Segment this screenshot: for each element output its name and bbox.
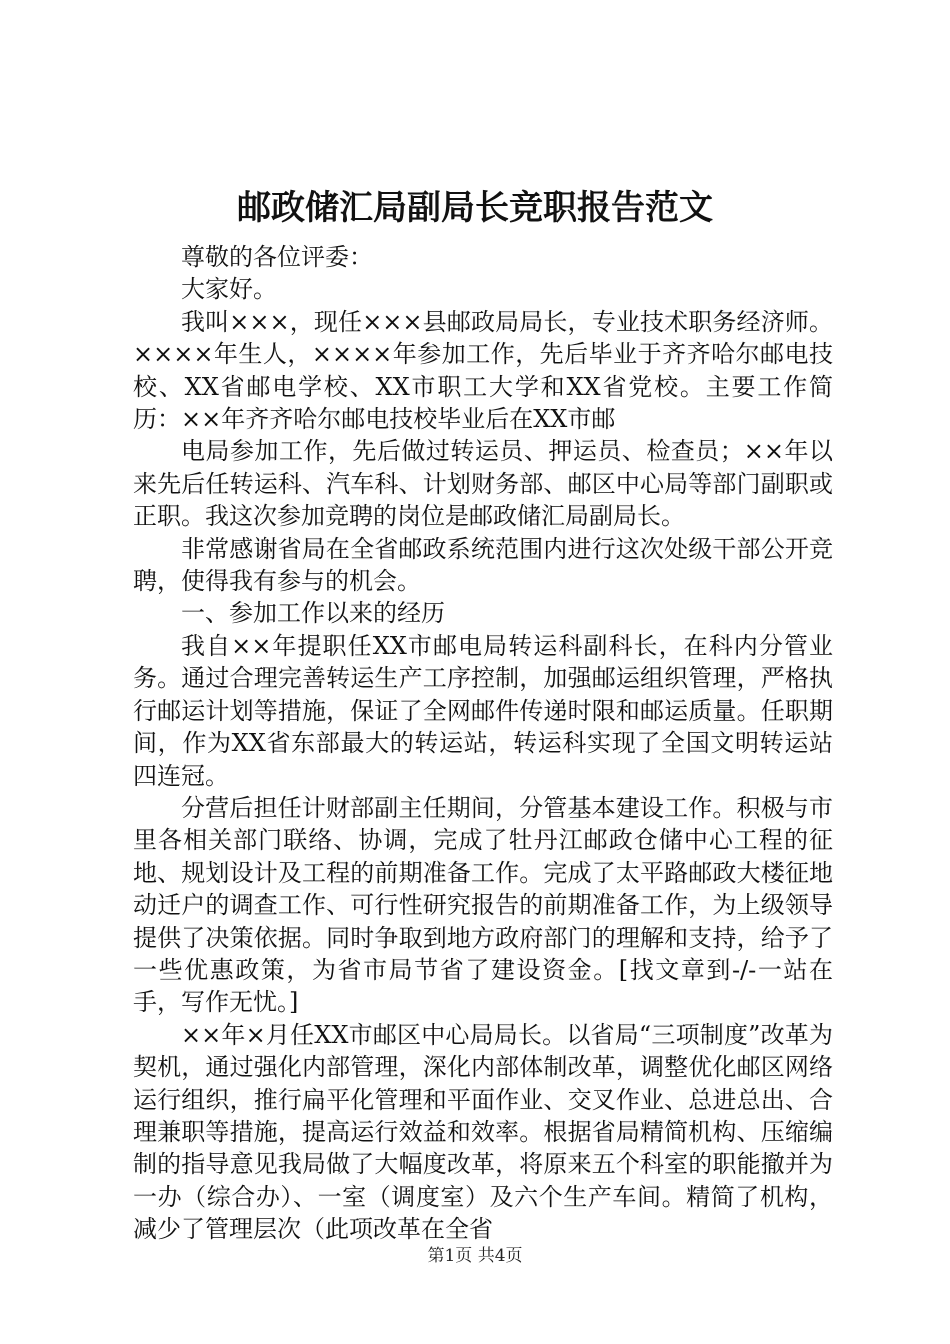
paragraph-introduction: 我叫×××，现任×××县邮政局局长，专业技术职务经济师。××××年生人，××××年参加工作，先后毕业于齐齐哈尔邮电技校、XX省邮电学校、XX市职工大学和XX省党校。主要工作简历：××年齐齐哈尔邮电技校毕业后在XX市邮 <box>133 307 833 434</box>
paragraph-thanks: 非常感谢省局在全省邮政系统范围内进行这次处级干部公开竞聘，使得我有参与的机会。 <box>133 534 833 596</box>
greeting: 大家好。 <box>181 275 277 304</box>
paragraph-transport-section: 我自××年提职任XX市邮电局转运科副科长，在科内分管业务。通过合理完善转运生产工序控制，加强邮运组织管理，严格执行邮运计划等措施，保证了全网邮件传递时限和邮运质量。任职期间，作为XX省东部最大的转运站，转运科实现了全国文明转运站四连冠。 <box>133 631 833 790</box>
page-number-footer: 第1页 共4页 <box>427 1246 523 1266</box>
paragraph-career-start: 电局参加工作，先后做过转运员、押运员、检查员；××年以来先后任转运科、汽车科、计划财务部、邮区中心局等部门副职或正职。我这次参加竞聘的岗位是邮政储汇局副局长。 <box>133 437 833 531</box>
paragraph-finance-department: 分营后担任计财部副主任期间，分管基本建设工作。积极与市里各相关部门联络、协调，完成了牡丹江邮政仓储中心工程的征地、规划设计及工程的前期准备工作。完成了太平路邮政大楼征地动迁户的调查工作、可行性研究报告的前期准备工作，为上级领导提供了决策依据。同时争取到地方政府部门的理解和支持，给予了一些优惠政策，为省市局节省了建设资金。[找文章到-/-一站在手，写作无忧。] <box>133 793 833 1017</box>
section-heading-experience: 一、参加工作以来的经历 <box>181 599 445 628</box>
document-body <box>133 241 833 1246</box>
salutation: 尊敬的各位评委： <box>181 243 373 271</box>
document-title: 邮政储汇局副局长竞职报告范文 <box>237 188 713 228</box>
paragraph-postal-center: ××年×月任XX市邮区中心局局长。以省局“三项制度”改革为契机，通过强化内部管理，深化内部体制改革，调整优化邮区网络运行组织，推行扁平化管理和平面作业、交叉作业、总进总出、合理兼职等措施，提高运行效益和效率。根据省局精简机构、压缩编制的指导意见我局做了大幅度改革，将原来五个科室的职能撤并为一办（综合办）、一室（调度室）及六个生产车间。精简了机构，减少了管理层次（此项改革在全省 <box>133 1020 833 1244</box>
